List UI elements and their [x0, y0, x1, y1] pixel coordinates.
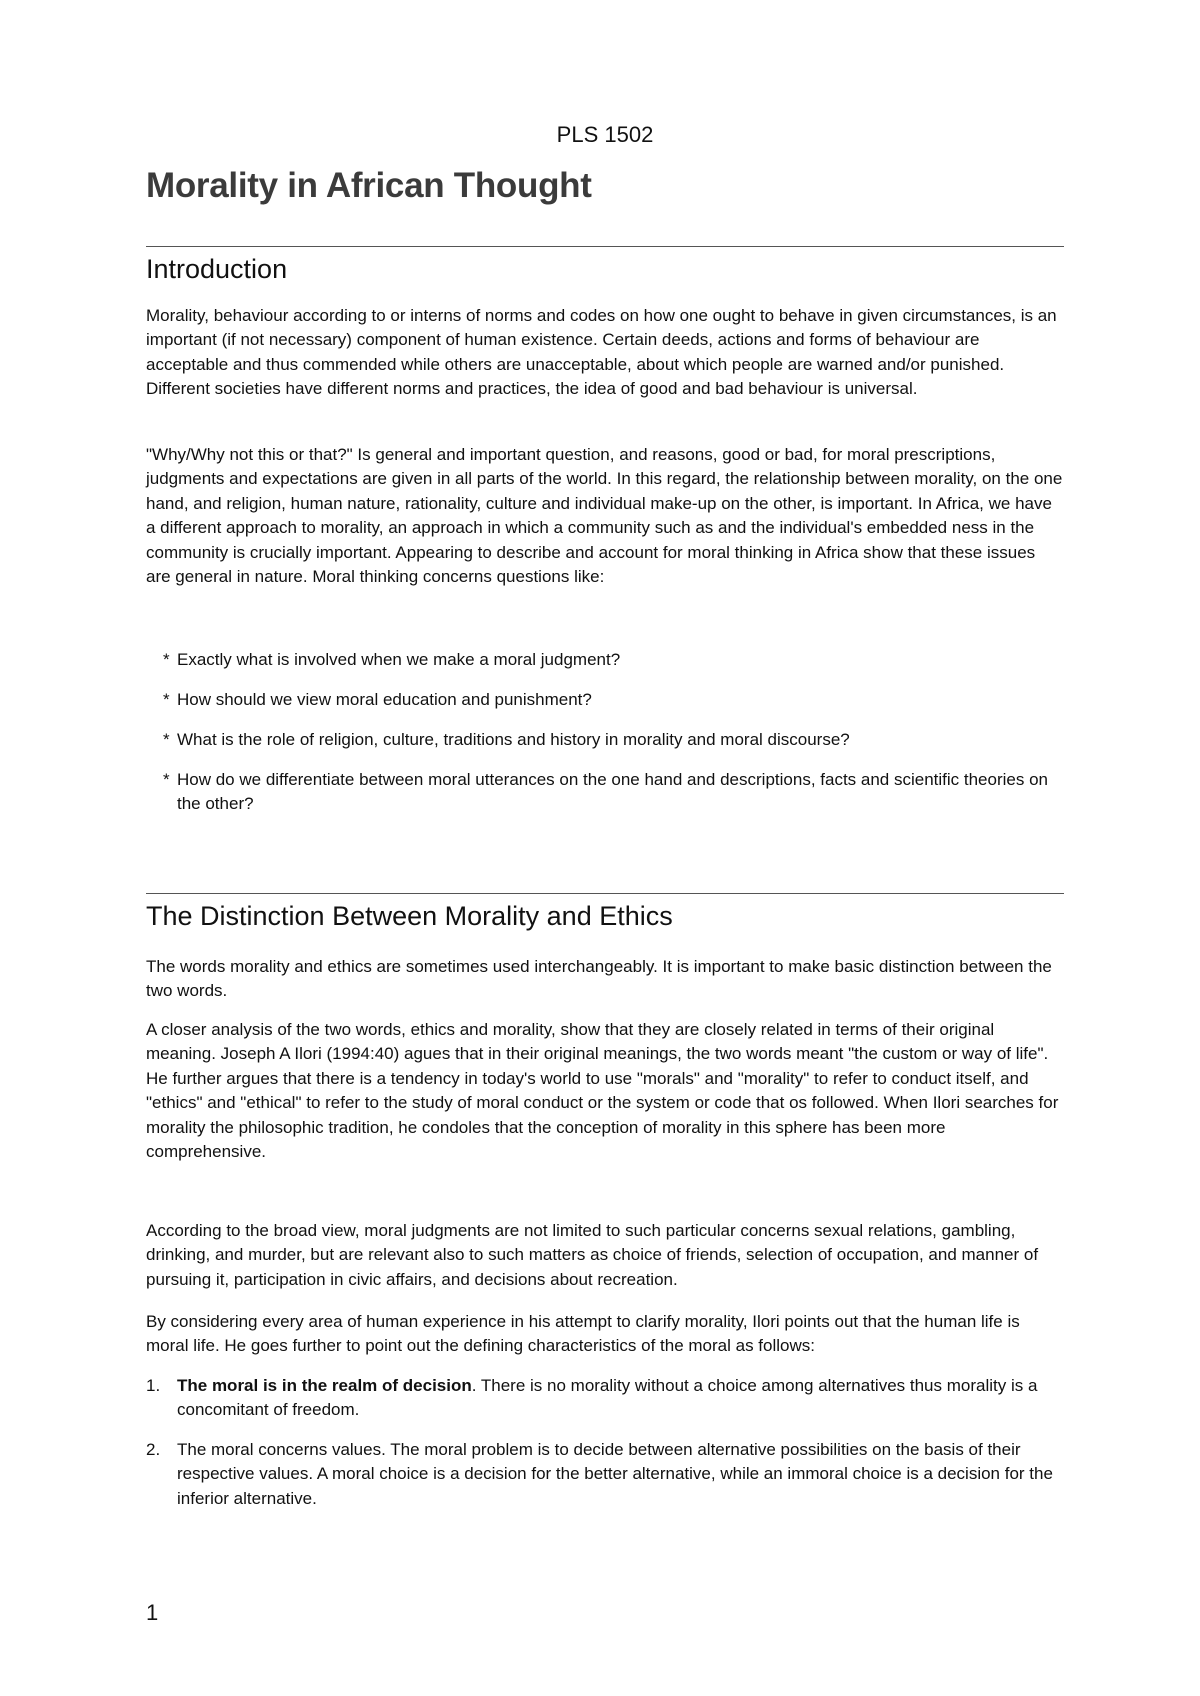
- page-number: 1: [146, 1600, 159, 1625]
- distinction-paragraph-1: The words morality and ethics are sometimes used interchangeably. It is important to make basic distinction between the two words.: [146, 957, 1052, 1001]
- question-list-item: [163, 688, 1063, 712]
- section-divider: [146, 893, 1064, 894]
- document-page: [146, 0, 1064, 1696]
- course-code: PLS 1502: [556, 122, 654, 147]
- item-body: The moral concerns values. The moral problem is to decide between alternative possibilities on the basis of their respective values. A moral choice is a decision for the better alternative, while an immoral choice is a decision for the inferior alternative.: [177, 1440, 1053, 1508]
- distinction-paragraph-4: By considering every area of human experience in his attempt to clarify morality, Ilori points out that the human life is moral life. He goes further to point out the defining characteristics of the moral as follows:: [146, 1312, 1020, 1356]
- item-body: . There is no morality without a choice among alternatives thus morality is a concomitant of freedom.: [177, 1376, 1038, 1420]
- bullet-mark: *: [163, 690, 170, 709]
- distinction-heading: The Distinction Between Morality and Ethics: [146, 901, 673, 931]
- bullet-mark: *: [163, 650, 170, 669]
- distinction-paragraph-3: According to the broad view, moral judgments are not limited to such particular concerns sexual relations, gambling, drinking, and murder, but are relevant also to such matters as choice of friends, selection of occupation, and manner of pursuing it, participation in civic affairs, and decisions about recreation.: [146, 1221, 1039, 1289]
- distinction-paragraph-2: A closer analysis of the two words, ethics and morality, show that they are closely related in terms of their original meaning. Joseph A Ilori (1994:40) agues that in their original meanings, the two words meant "the custom or way of life". He further argues that there is a tendency in today's world to use "morals" and "morality" to refer to conduct itself, and "ethics" and "ethical" to refer to the study of moral conduct or the system or code that os followed. When Ilori searches for morality the philosophic tradition, he condoles that the conception of morality in this sphere has been more comprehensive.: [146, 1020, 1059, 1162]
- section-divider: [146, 246, 1064, 247]
- introduction-heading: Introduction: [146, 254, 288, 284]
- introduction-paragraph-1: Morality, behaviour according to or interns of norms and codes on how one ought to behave in given circumstances, is an important (if not necessary) component of human existence. Certain deeds, actions and forms of behaviour are acceptable and thus commended while others are unacceptable, about which people are warned and/or punished. Different societies have different norms and practices, the idea of good and bad behaviour is universal.: [146, 306, 1057, 399]
- question-text: How do we differentiate between moral utterances on the one hand and descriptions, facts and scientific theories on the other?: [177, 770, 1048, 814]
- document-title: Morality in African Thought: [146, 166, 592, 205]
- bullet-mark: *: [163, 770, 170, 789]
- item-text: [177, 1374, 1064, 1423]
- question-list-item: [163, 768, 1063, 817]
- characteristic-list-item: [146, 1374, 1064, 1423]
- item-number: 1.: [146, 1376, 161, 1395]
- question-list-item: [163, 728, 1063, 752]
- question-text: Exactly what is involved when we make a moral judgment?: [177, 650, 621, 669]
- characteristic-list-item: [146, 1438, 1064, 1511]
- bullet-mark: *: [163, 730, 170, 749]
- question-list-item: [163, 648, 1063, 672]
- item-text: [177, 1438, 1064, 1511]
- question-text: How should we view moral education and punishment?: [177, 690, 592, 709]
- introduction-paragraph-2: "Why/Why not this or that?" Is general and important question, and reasons, good or bad, for moral prescriptions, judgments and expectations are given in all parts of the world. In this regard, the relationship between morality, on the one hand, and religion, human nature, rationality, culture and individual make-up on the other, is important. In Africa, we have a different approach to morality, an approach in which a community such as and the individual's embedded ness in the community is crucially important. Appearing to describe and account for moral thinking in Africa show that these issues are general in nature. Moral thinking concerns questions like:: [146, 445, 1063, 587]
- question-text: What is the role of religion, culture, traditions and history in morality and moral discourse?: [177, 730, 850, 749]
- item-number: 2.: [146, 1440, 161, 1459]
- item-bold-lead: The moral is in the realm of decision: [177, 1376, 472, 1395]
